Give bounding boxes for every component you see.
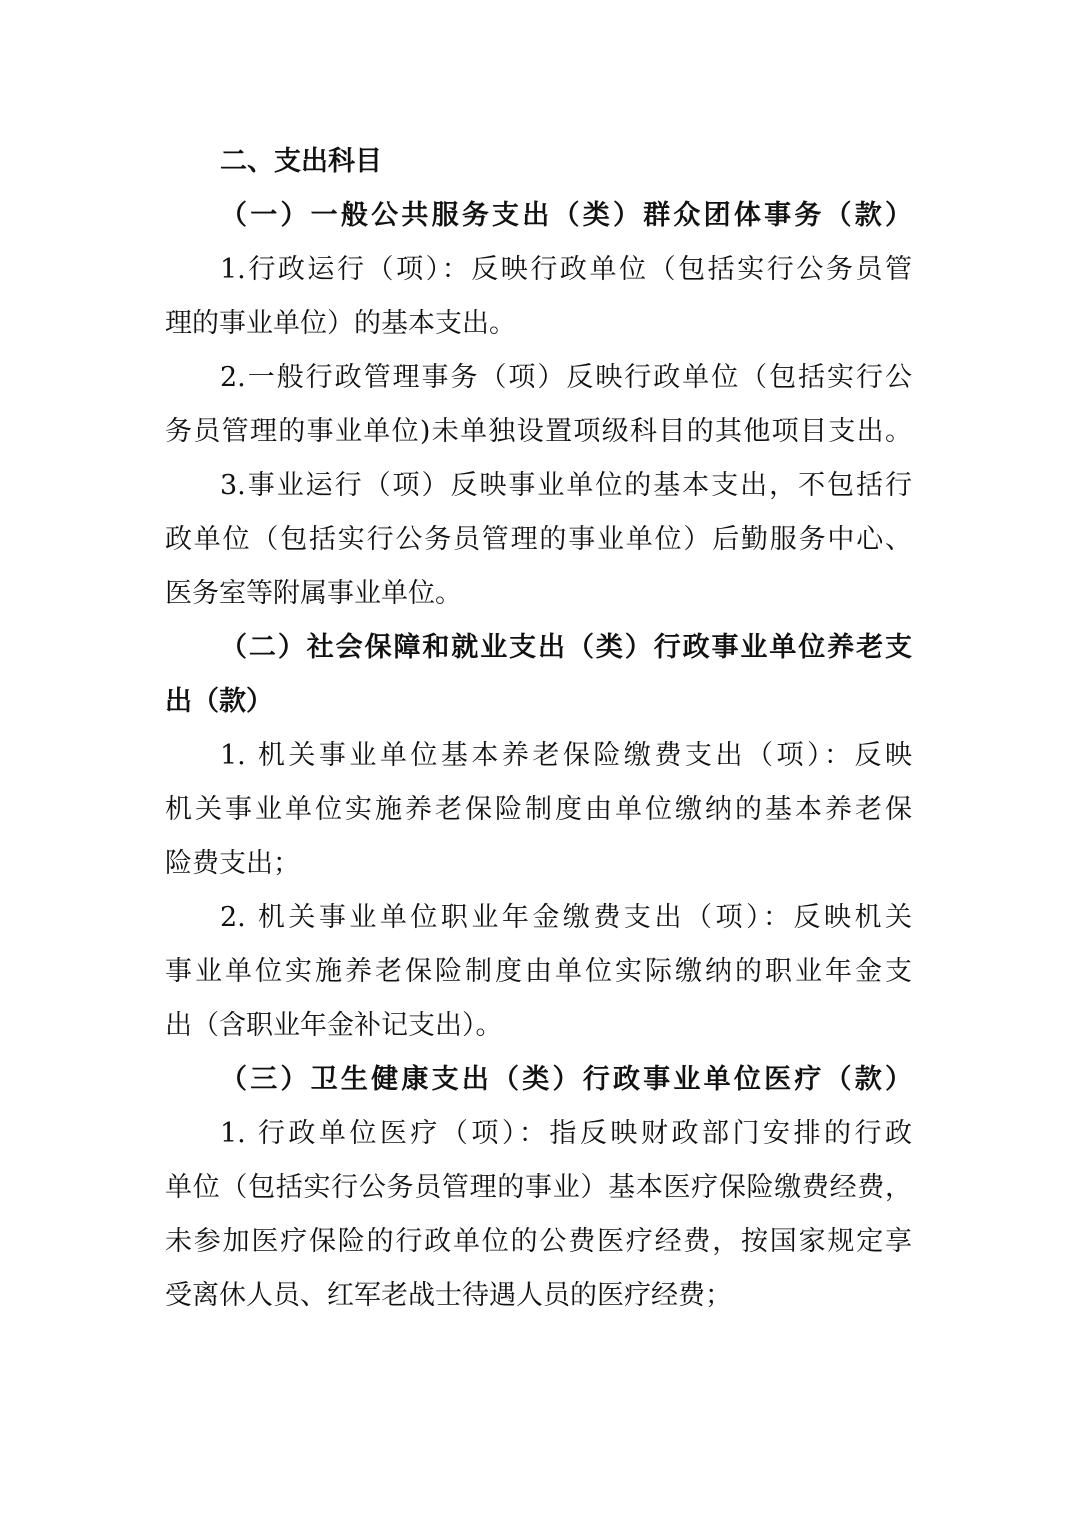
paragraph-line: 1. 行政单位医疗（项）：指反映财政部门安排的行政: [220, 1118, 912, 1149]
heading-1: （一）一般公共服务支出（类）群众团体事务（款）: [220, 200, 912, 231]
paragraph-line: 机关事业单位实施养老保险制度由单位缴纳的基本养老保: [165, 794, 912, 825]
paragraph-line: 险费支出；: [165, 848, 300, 879]
paragraph-line: 2. 机关事业单位职业年金缴费支出（项）：反映机关: [220, 902, 912, 933]
heading-3: （三）卫生健康支出（类）行政事业单位医疗（款）: [220, 1064, 912, 1095]
paragraph-line: 1. 机关事业单位基本养老保险缴费支出（项）：反映: [220, 740, 912, 771]
paragraph-line: 务员管理的事业单位)未单独设置项级科目的其他项目支出。: [165, 416, 912, 447]
paragraph-line: 出（含职业年金补记支出）。: [165, 1010, 503, 1041]
paragraph-line: 未参加医疗保险的行政单位的公费医疗经费，按国家规定享: [165, 1226, 912, 1257]
paragraph-line: 3.事业运行（项）反映事业单位的基本支出，不包括行: [220, 470, 912, 501]
paragraph-line: 受离休人员、红军老战士待遇人员的医疗经费；: [165, 1280, 732, 1311]
heading-2-cont: 出（款）: [165, 686, 273, 717]
paragraph-line: 理的事业单位）的基本支出。: [165, 308, 516, 339]
paragraph-line: 事业单位实施养老保险制度由单位实际缴纳的职业年金支: [165, 956, 912, 987]
section-title: 二、支出科目: [220, 146, 382, 177]
heading-2: （二）社会保障和就业支出（类）行政事业单位养老支: [220, 632, 912, 663]
paragraph-line: 单位（包括实行公务员管理的事业）基本医疗保险缴费经费，: [165, 1172, 912, 1203]
paragraph-line: 政单位（包括实行公务员管理的事业单位）后勤服务中心、: [165, 524, 912, 555]
document-page: [165, 135, 912, 1323]
paragraph-line: 1.行政运行（项）：反映行政单位（包括实行公务员管: [220, 254, 912, 285]
paragraph-line: 医务室等附属事业单位。: [165, 578, 462, 609]
paragraph-line: 2.一般行政管理事务（项）反映行政单位（包括实行公: [220, 362, 912, 393]
